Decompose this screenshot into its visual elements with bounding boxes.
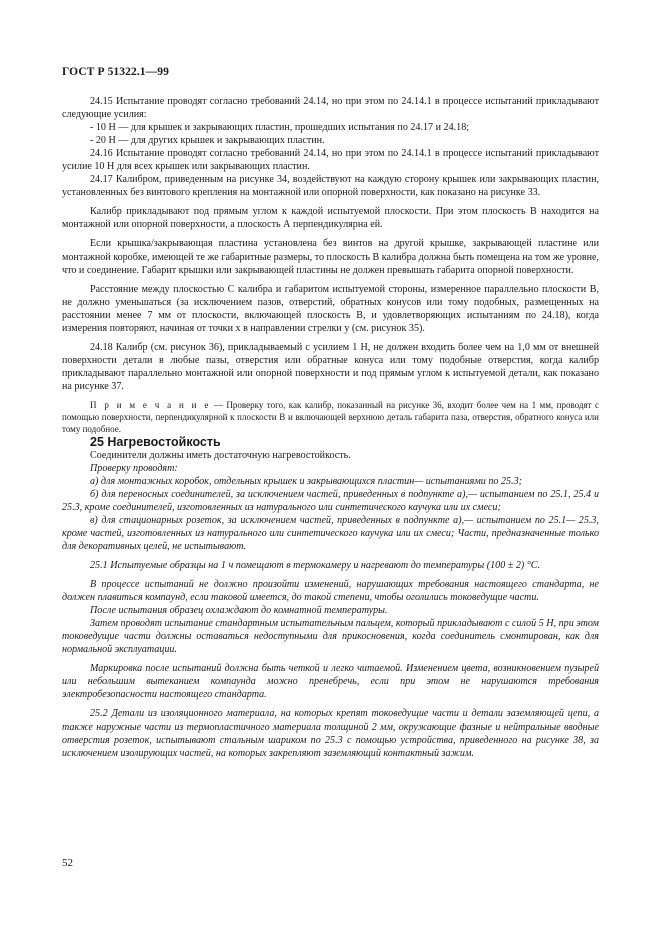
paragraph: Проверку проводят: xyxy=(90,462,178,474)
note-text: — Проверку того, как калибр, показанный на рисунке 36, входит более чем на 1 мм, проводят с помощью поверхности, перпендикулярной к плоскости В и включающей верхнюю деталь габарита паза, отверстия, обратного конуса или тому подобное. xyxy=(62,399,599,435)
note-label: П р и м е ч а н и е xyxy=(90,399,211,410)
paragraph: 25.2 Детали из изоляционного материала, на которых крепят токоведущие части и детали заземляющей цепи, а также наружные части из термопластичного материала толщиной 2 мм, окружающие фазные и нейтральные вводные отверстия розеток, испытывают стальным шариком по 25.3 с помощью устройства, приведенного на рисунке 38, за исключением изолирующих частей, на которых закрепляют заземляющий контактный зажим. xyxy=(62,708,599,759)
paragraph: В процессе испытаний не должно произойти изменений, нарушающих требования настоящего стандарта, не должен плавиться компаунд, если таковой имеется, до такой степени, чтобы оголились токоведущие части. xyxy=(62,579,599,604)
paragraph: После испытания образец охлаждают до комнатной температуры. xyxy=(90,605,388,617)
document-body xyxy=(62,95,599,760)
paragraph: 24.15 Испытание проводят согласно требований 24.14, но при этом по 24.14.1 в процессе испытаний прикладывают следующие усилия: xyxy=(62,96,599,121)
list-item: в) для стационарных розеток, за исключением частей, приведенных в подпункте а),— испытанием по 25.1— 25.3, кроме частей, изготовленных из натурального или синтетического каучука или их смеси; Части, предназначенные только для декоративных целей, не испытывают. xyxy=(62,514,599,552)
paragraph: 24.17 Калибром, приведенным на рисунке 34, воздействуют на каждую сторону крышек или закрывающих пластин, установленных без винтового крепления на монтажной или опорной поверхности, как показано на рисунке 33. xyxy=(62,174,599,199)
paragraph: Расстояние между плоскостью С калибра и габаритом испытуемой стороны, измеренное параллельно плоскости В, не должно уменьшаться (за исключением пазов, отверстий, обратных конусов или тому подобных, размещенных на расстоянии менее 7 мм от плоскости, включающей плоскость В, и удовлетворяющих испытаниям по 24.18), когда измерения повторяют, начиная от точки х в направлении стрелки у (см. рисунок 35). xyxy=(62,283,599,334)
paragraph: 25.1 Испытуемые образцы на 1 ч помещают в термокамеру и нагревают до температуры (100 ± 2) °С. xyxy=(90,560,541,572)
list-item: б) для переносных соединителей, за исключением частей, приведенных в подпункте а),— испытанием по 25.1, 25.4 и 25.3, кроме соединителей, изготовленных из натурального или синтетического каучука или их смеси; xyxy=(62,488,599,513)
list-item: а) для монтажных коробок, отдельных крышек и закрывающихся пластин— испытаниями по 25.3; xyxy=(90,475,522,487)
paragraph: Если крышка/закрывающая пластина установлена без винтов на другой крышке, закрывающей пластине или монтажной коробке, имеющей те же габаритные размеры, то плоскость В калибра должна быть помещена на том же уровне, что и соединение. Габарит крышки или закрывающей пластины не должен превышать габарита опорной поверхности. xyxy=(62,238,599,276)
page-number: 52 xyxy=(62,857,73,869)
list-item: - 20 Н — для других крышек и закрывающих пластин. xyxy=(90,135,325,147)
list-item: - 10 Н — для крышек и закрывающих пластин, прошедших испытания по 24.17 и 24.18; xyxy=(90,122,470,134)
document-header: ГОСТ Р 51322.1—99 xyxy=(62,66,169,78)
note-paragraph xyxy=(62,399,599,436)
paragraph: 24.18 Калибр (см. рисунок 36), прикладываемый с усилием 1 Н, не должен входить более чем на 1,0 мм от внешней поверхности детали в любые пазы, отверстия или обратные конуса или тому подобные отверстия, когда калибр прикладывают параллельно монтажной или опорной поверхности и под прямым углом к испытуемой детали, как показано на рисунке 37. xyxy=(62,341,599,392)
paragraph: Калибр прикладывают под прямым углом к каждой испытуемой плоскости. При этом плоскость В находится на монтажной или опорной поверхности, а плоскость А перпендикулярна ей. xyxy=(62,206,599,231)
section-heading: 25 Нагревостойкость xyxy=(90,434,221,449)
paragraph: 24.16 Испытание проводят согласно требований 24.14, но при этом по 24.14.1 в процессе испытаний прикладывают усилие 10 Н для всех крышек или закрывающих пластин. xyxy=(62,148,599,173)
paragraph: Затем проводят испытание стандартным испытательным пальцем, который прикладывают с силой 5 Н, при этом токоведущие части должны оставаться недоступными для прикосновения, когда соединитель смонтирован, как для нормальной эксплуатации. xyxy=(62,618,599,656)
paragraph: Соединители должны иметь достаточную нагревостойкость. xyxy=(90,449,351,461)
paragraph: Маркировка после испытаний должна быть четкой и легко читаемой. Изменением цвета, возникновением пузырей или небольшим вытеканием компаунда можно пренебречь, если при этом не нарушаются требования электробезопасности настоящего стандарта. xyxy=(62,663,599,701)
